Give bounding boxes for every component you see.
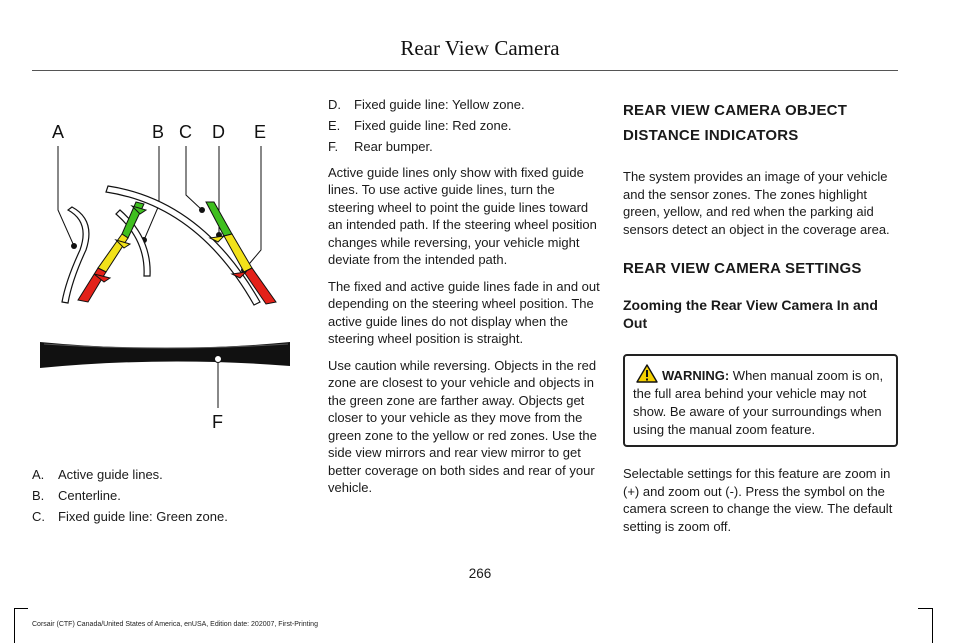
header-rule: [32, 70, 898, 71]
body-paragraph-caution: Use caution while reversing. Objects in the red zone are closest to your vehicle and objects in the green zone are farther away. Objects get closer to your vehicle as they move from the green zone to the yellow or red zones. Use the side view mirrors and rear view mirror to get better coverage on both sides and rear of your vehicle.: [328, 357, 597, 495]
crop-mark-left: [14, 608, 15, 643]
rear-camera-guide-lines-diagram: [32, 110, 307, 440]
body-paragraph-active-guide-lines: Active guide lines only show with fixed guide lines. To use active guide lines, turn the steering wheel to point the guide lines toward an intended path. If the steering wheel position changes while reversing, your vehicle might deviate from the intended path.: [328, 164, 597, 267]
legend-list-part1: [32, 466, 302, 529]
warning-text: When manual zoom is on, the full area behind your vehicle may not show. Be aware of your surroundings when using the manual zoom feature.: [633, 368, 884, 437]
label-d: D: [212, 122, 225, 142]
list-item: [32, 508, 302, 526]
dot-a: [71, 243, 77, 249]
label-b: B: [152, 122, 165, 142]
list-text: Rear bumper.: [354, 139, 433, 154]
label-f: F: [212, 412, 223, 432]
list-letter: F.: [328, 139, 339, 154]
warning-box: [623, 354, 898, 447]
leader-b: [144, 146, 159, 240]
list-letter: C.: [32, 509, 45, 524]
list-item: [328, 138, 600, 156]
leader-e: [244, 146, 261, 270]
list-text: Fixed guide line: Red zone.: [354, 118, 512, 133]
list-text: Fixed guide line: Yellow zone.: [354, 97, 525, 112]
list-text: Centerline.: [58, 488, 121, 503]
crop-mark-left-horizontal: [14, 608, 28, 609]
leader-a: [58, 146, 74, 246]
list-letter: E.: [328, 118, 341, 133]
left-yellow-zone: [98, 234, 128, 272]
footer-edition-text: Corsair (CTF) Canada/United States of America, enUSA, Edition date: 202007, First-Printing: [32, 621, 318, 628]
left-red-zone: [78, 268, 106, 302]
label-e: E: [254, 122, 267, 142]
right-column: [623, 98, 898, 544]
body-paragraph-fade: The fixed and active guide lines fade in and out depending on the steering wheel position. The active guide lines do not display when the steering wheel position is straight.: [328, 278, 600, 346]
body-paragraph-zoom-settings: Selectable settings for this feature are zoom in (+) and zoom out (-). Press the symbol on the camera screen to change the view. The default setting is zoom off.: [623, 466, 893, 534]
list-text: Fixed guide line: Green zone.: [58, 509, 228, 524]
body-paragraph-distance-indicators: The system provides an image of your vehicle and the sensor zones. The zones highlight green, yellow, and red when the parking aid sensors detect an object in the coverage area.: [623, 169, 890, 237]
page-header-title: Rear View Camera: [400, 36, 560, 60]
list-text: Active guide lines.: [58, 467, 163, 482]
list-item: [328, 96, 600, 114]
list-item: [32, 466, 302, 484]
subheading-zoom: Zooming the Rear View Camera In and Out: [623, 297, 878, 331]
middle-column: [328, 96, 600, 506]
crop-mark-right-horizontal: [918, 608, 933, 609]
label-a: A: [52, 122, 65, 142]
list-item: [328, 117, 600, 135]
list-letter: B.: [32, 488, 45, 503]
list-letter: D.: [328, 97, 341, 112]
page-number: 266: [468, 566, 492, 581]
crop-mark-right: [932, 608, 933, 643]
warning-label: WARNING:: [662, 368, 730, 383]
dot-f: [215, 356, 222, 363]
dot-c: [199, 207, 205, 213]
section-heading-distance-indicators: REAR VIEW CAMERA OBJECT DISTANCE INDICATORS: [623, 102, 848, 144]
label-c: C: [179, 122, 192, 142]
list-item: [32, 487, 302, 505]
section-heading-settings: REAR VIEW CAMERA SETTINGS: [623, 260, 862, 277]
warning-icon: [636, 364, 658, 383]
leader-c: [186, 146, 202, 210]
list-letter: A.: [32, 467, 45, 482]
